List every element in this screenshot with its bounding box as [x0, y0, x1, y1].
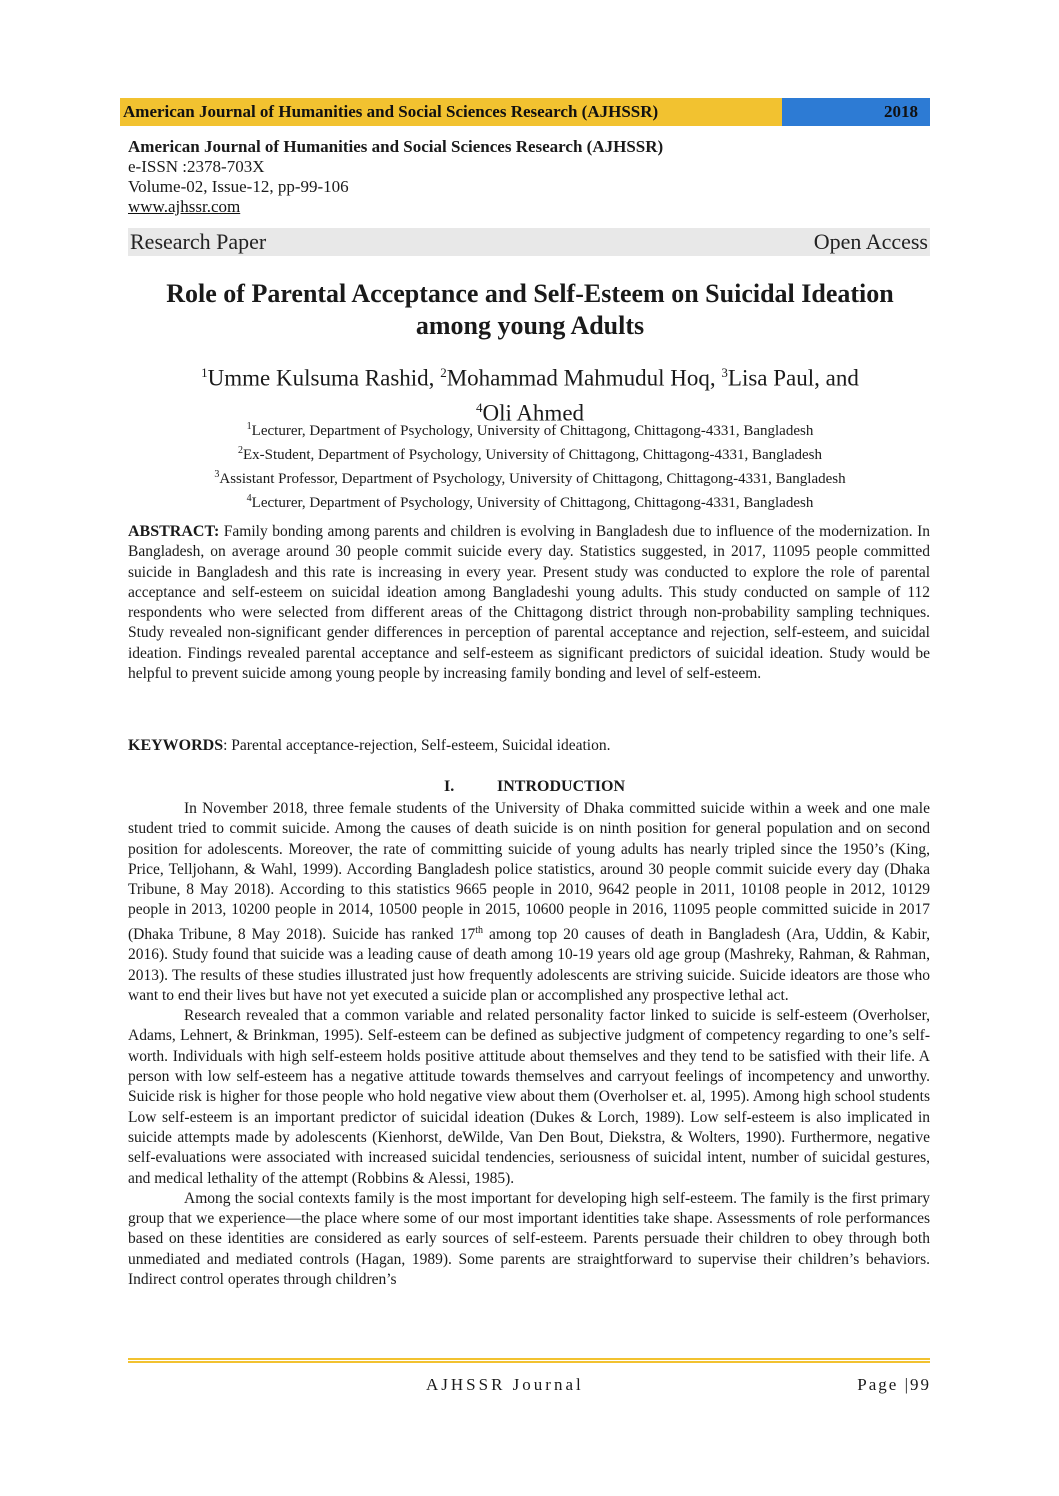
paper-type-label: Research Paper [130, 229, 267, 254]
paper-title-line-2: among young Adults [415, 311, 645, 340]
keywords-text: : Parental acceptance-rejection, Self-esteem, Suicidal ideation. [223, 737, 611, 754]
meta-journal-title: American Journal of Humanities and Social Sciences Research (AJHSSR) [128, 137, 664, 156]
paper-title [100, 278, 960, 342]
author-line-2: $^4$Oli Ahmed [475, 399, 585, 426]
meta-issn: e-ISSN :2378-703X [128, 157, 265, 176]
affiliation-4: $^4$Lecturer, Department of Psychology, University of Chittagong, Chittagong-4331, Bangladesh [246, 493, 814, 511]
keywords [128, 736, 930, 756]
abstract-text: Family bonding among parents and children is evolving in Bangladesh due to influence of the modernization. In Bangladesh, on average around 30 people commit suicide every day. Statistics suggested, in 2017, 11095 people committed suicide in Bangladesh and this rate is increasing in every year. Present study was conducted to explore the role of parental acceptance and self-esteem on suicidal ideation among Bangladeshi young adults. This study conducted on sample of 112 respondents who were selected from different areas of the Chittagong district through non-probability sampling techniques. Study revealed non-significant gender differences in perception of parental acceptance and rejection, self-esteem, and suicidal ideation. Findings revealed parental acceptance and self-esteem as significant predictors of suicidal ideation. Study would be helpful to prevent suicide among young people by increasing family bonding and level of self-esteem. [128, 523, 930, 683]
access-type-label: Open Access [813, 229, 928, 254]
author-4: Oli Ahmed [482, 400, 585, 426]
meta-volume: Volume-02, Issue-12, pp-99-106 [128, 177, 349, 196]
author-2: Mohammad Mahmudul Hoq, [446, 365, 722, 391]
header-journal-name: American Journal of Humanities and Social Sciences Research (AJHSSR) [120, 98, 782, 126]
keywords-label: KEYWORDS [128, 737, 224, 754]
section-heading-introduction [128, 778, 930, 800]
intro-paragraph-1: In November 2018, three female students of the University of Dhaka committed suicide within a week and one male student tried to commit suicide. Among the causes of death suicide is on ninth position for general population and on second position for adolescents. Moreover, the rate of committing suicide of young adults has nearly tripled since the 1950’s (King, Price, Telljohann, & Wahl, 1999). According Bangladesh police statistics, around 30 people commit suicide every day (Dhaka Tribune, 8 May 2018). According to this statistics 9665 people in 2010, 9642 people in 2011, 10108 people in 2012, 10129 people in 2013, 10200 people in 2014, 10500 people in 2015, 10600 people in 2016, 11095 people committed suicide in 2017 (Dhaka Tribune, 8 May 2018). Suicide has ranked 17th among top 20 causes of death in Bangladesh (Ara, Uddin, & Kabir, 2016). Study found that suicide was a leading cause of death among 10-19 years old age group (Mashreky, Rahman, & Rahman, 2013). The results of these studies illustrated just how frequently adolescents are striving suicide. Suicide ideators are those who want to end their lives but have not yet executed a suicide plan or accomplished any prospective lethal act. [128, 800, 930, 1004]
journal-meta [128, 137, 663, 217]
intro-paragraph-2: Research revealed that a common variable and related personality factor linked to suicide is self-esteem (Overholser, Adams, Lehnert, & Brinkman, 1995). Self-esteem can be defined as subjective judgment of competency regarding to one’s self-worth. Individuals with high self-esteem holds positive attitude about themselves and they tend to be satisfied with their life. A person with low self-esteem has a negative attitude towards themselves and carryout feelings of incompetency and unworthy. Suicide risk is higher for those people who hold negative view about them (Overholser et. al, 1995). Among high school students Low self-esteem is an important predictor of suicidal ideation (Dukes & Lorch, 1989). Low self-esteem is also implicated in suicide attempts made by adolescents (Kienhorst, deWilde, Van Den Bout, Diekstra, & Wolters, 1990). Furthermore, negative self-evaluations were associated with increased suicidal tendencies, seriousness of suicidal intent, number of suicidal gestures, and medical lethality of the attempt (Robbins & Alessi, 1985). [128, 1007, 930, 1187]
header-year: 2018 [782, 98, 930, 126]
journal-website-link[interactable]: www.ajhssr.com [128, 197, 241, 216]
section-title: INTRODUCTION [497, 778, 626, 795]
author-3: Lisa Paul, and [727, 365, 859, 391]
footer-journal-name: AJHSSR Journal [426, 1375, 584, 1394]
affiliation-3: $^3$Assistant Professor, Department of Psychology, University of Chittagong, Chittagong-4331, Bangladesh [214, 469, 846, 487]
section-number: I. [444, 778, 455, 795]
affiliation-2: $^2$Ex-Student, Department of Psychology, University of Chittagong, Chittagong-4331, Bangladesh [238, 445, 822, 463]
author-line-1: $^1$Umme Kulsuma Rashid, $^2$Mohammad Mahmudul Hoq, $^3$Lisa Paul, and [201, 365, 859, 391]
author-1: Umme Kulsuma Rashid, [207, 365, 441, 391]
journal-header-band [120, 98, 930, 126]
intro-paragraph-3: Among the social contexts family is the most important for developing high self-esteem. The family is the first primary group that we experience—the place where some of our most important identities take shape. Assessments of role performances based on these identities are considered as early sources of self-esteem. Parents persuade their children to obey through both unmediated and mediated controls (Hagan, 1989). Some parents are straightforward to supervise their children’s behaviors. Indirect control operates through children’s [128, 1189, 930, 1288]
footer-page-number: Page |99 [857, 1375, 931, 1394]
affiliation-list [100, 417, 960, 513]
abstract [128, 522, 930, 684]
paper-type-bar [128, 228, 930, 256]
introduction-body [128, 799, 930, 1290]
footer-divider [128, 1358, 930, 1363]
abstract-label: ABSTRACT: [128, 523, 220, 540]
paper-title-line-1: Role of Parental Acceptance and Self-Esteem on Suicidal Ideation [166, 279, 894, 308]
affiliation-1: $^1$Lecturer, Department of Psychology, University of Chittagong, Chittagong-4331, Bangladesh [246, 421, 814, 439]
